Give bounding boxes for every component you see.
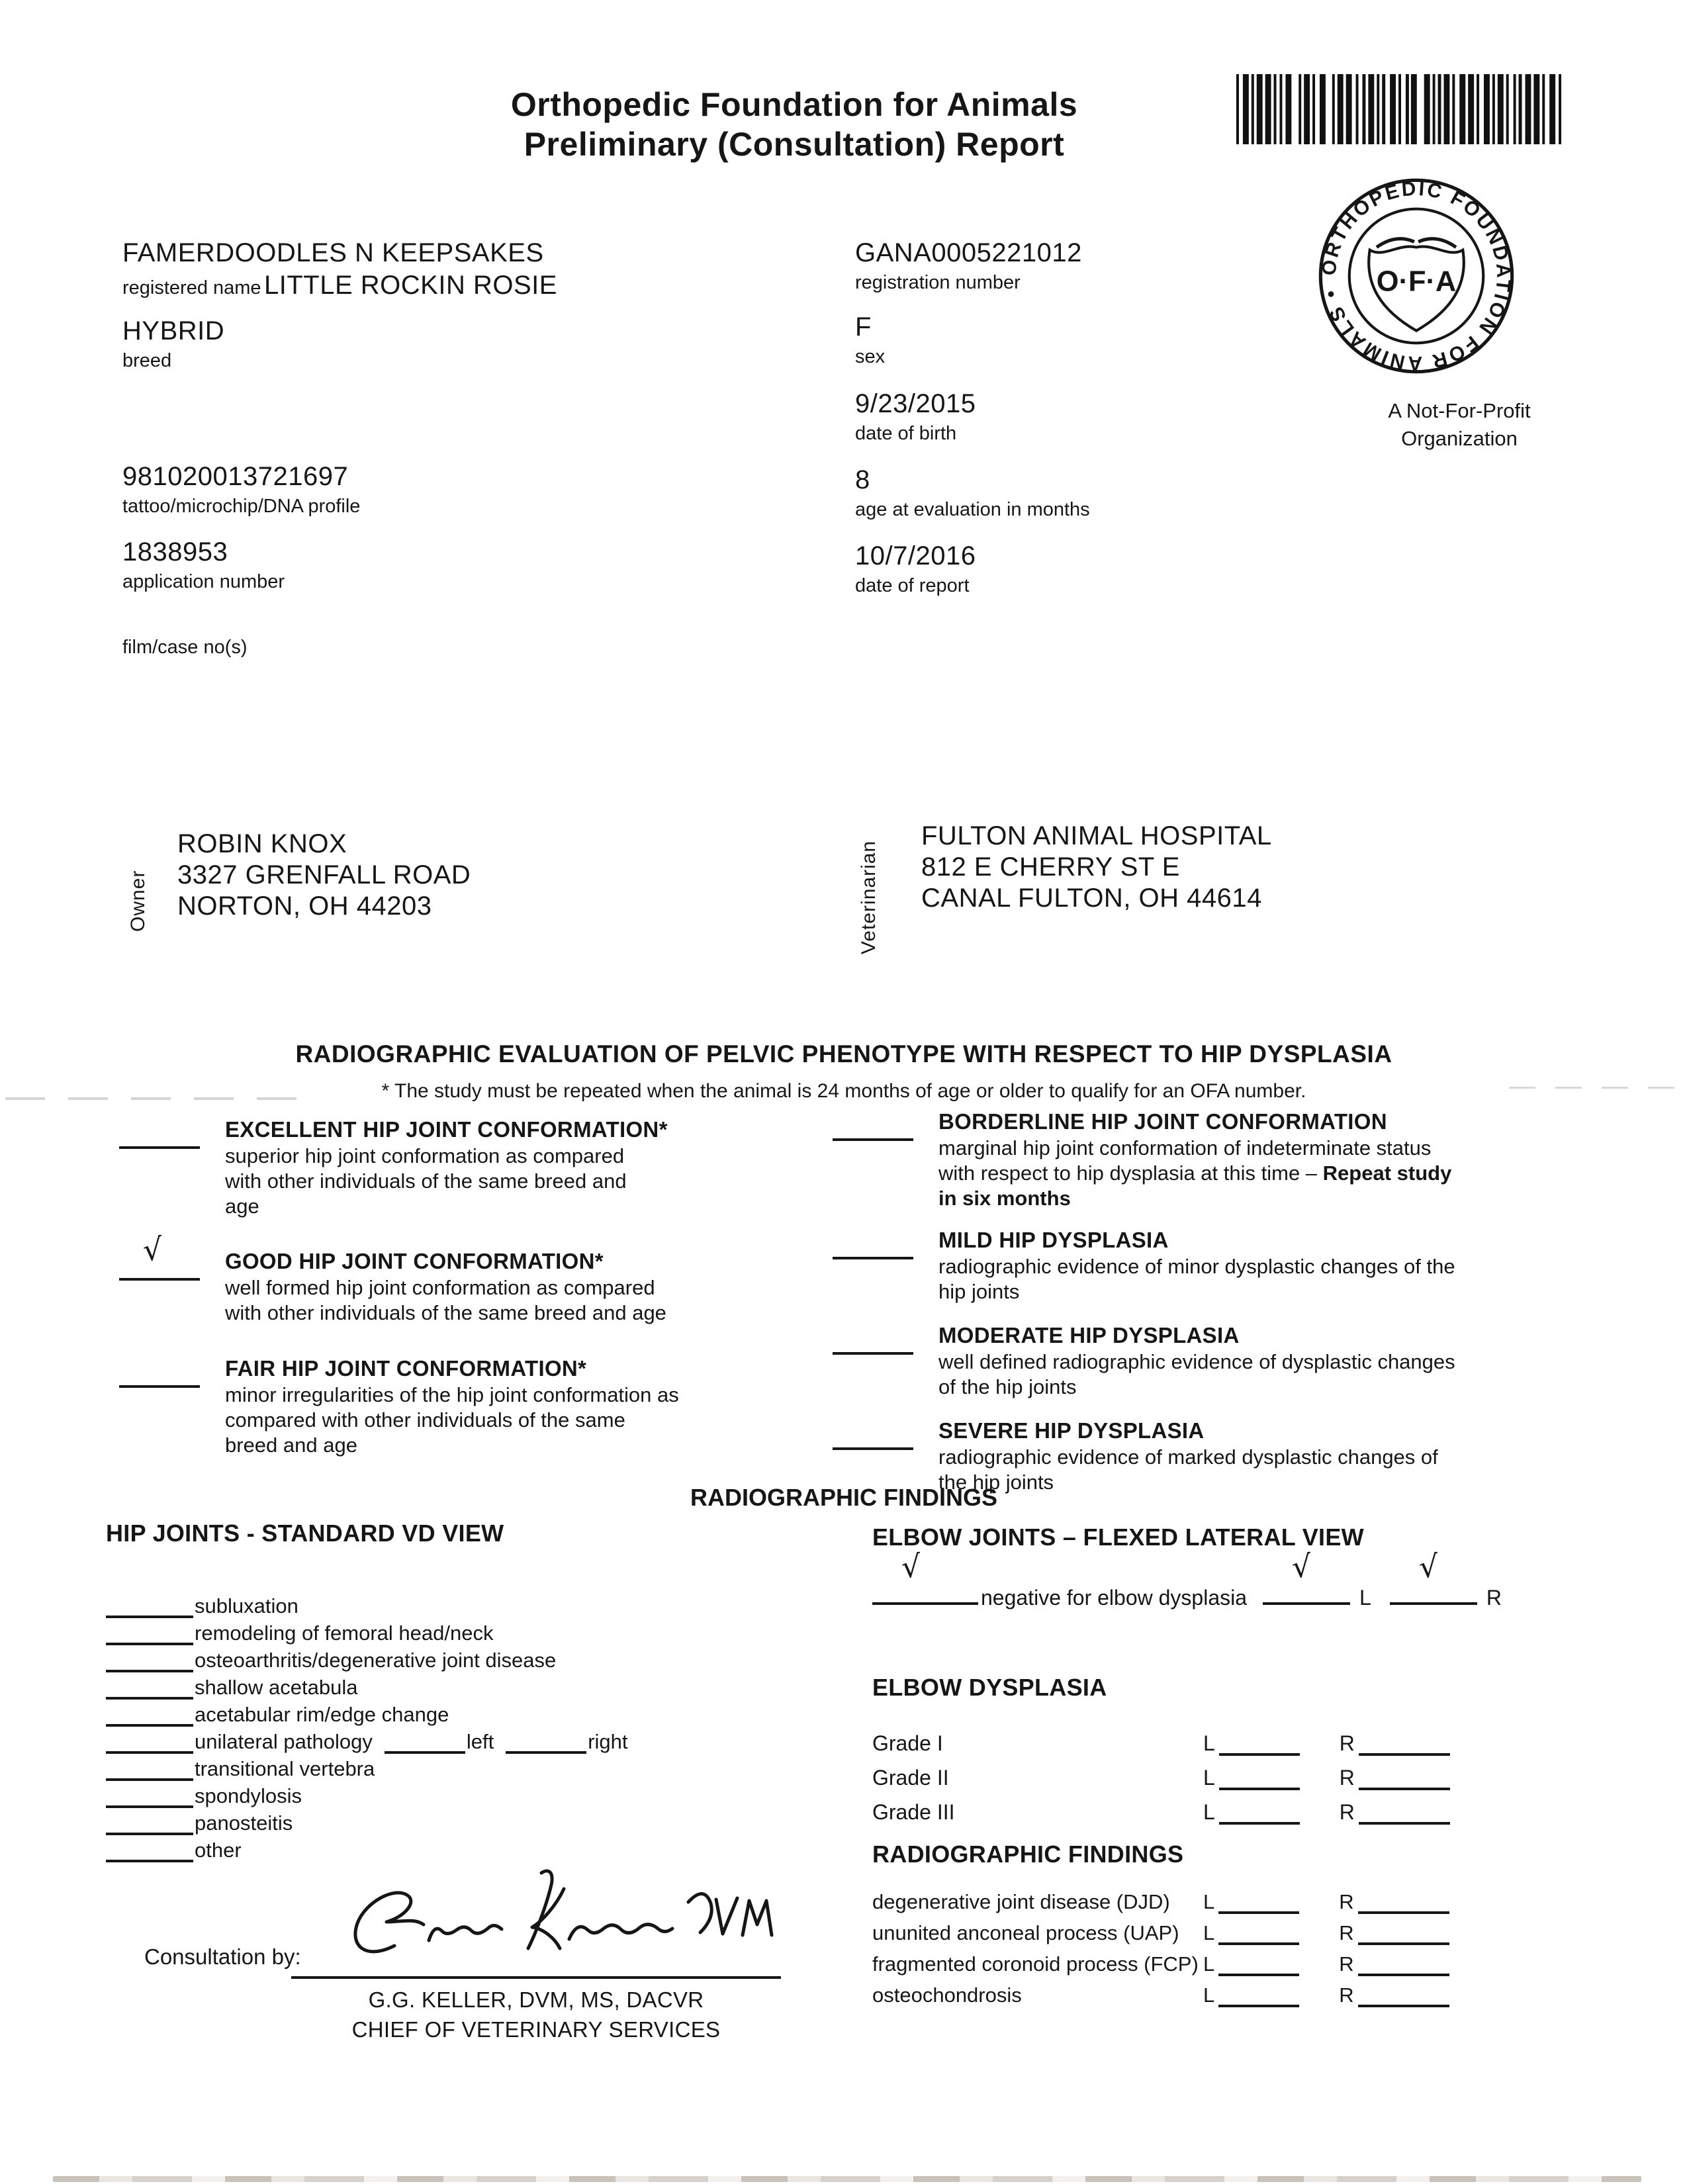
owner-street: 3327 GRENFALL ROAD xyxy=(177,860,471,890)
option-mild-desc: radiographic evidence of minor dysplastic changes of the hip joints xyxy=(938,1255,1455,1304)
elbow-dysplasia-heading: ELBOW DYSPLASIA xyxy=(872,1674,1107,1701)
consultant-name: G.G. KELLER, DVM, MS, DACVR xyxy=(368,1987,704,2012)
owner-city: NORTON, OH 44203 xyxy=(177,891,432,921)
consultant-identity xyxy=(291,1985,781,2044)
hip-item-panosteitis: panosteitis xyxy=(106,1808,821,1835)
evaluation-note: * The study must be repeated when the animal is 24 months of age or older to qualify for an OFA number. xyxy=(381,1080,1306,1102)
evaluation-heading: RADIOGRAPHIC EVALUATION OF PELVIC PHENOTYPE WITH RESPECT TO HIP DYSPLASIA xyxy=(295,1040,1392,1068)
option-fair-title: FAIR HIP JOINT CONFORMATION* xyxy=(225,1356,587,1381)
findings-heading: RADIOGRAPHIC FINDINGS xyxy=(690,1484,997,1511)
consultant-title: CHIEF OF VETERINARY SERVICES xyxy=(351,2017,721,2042)
scan-artifact-line xyxy=(5,1097,316,1100)
elbow-grade-3-row: Grade III L R xyxy=(872,1790,1614,1825)
option-borderline xyxy=(833,1109,1554,1210)
application-number-label: application number xyxy=(122,571,285,592)
option-moderate-desc: well defined radiographic evidence of dysplastic changes of the hip joints xyxy=(938,1350,1455,1398)
age-label: age at evaluation in months xyxy=(855,499,1090,520)
option-fair xyxy=(119,1356,788,1457)
hip-item-spondylosis: spondylosis xyxy=(106,1781,821,1808)
option-mild xyxy=(833,1228,1554,1304)
elbow-grade-2-row: Grade II L R xyxy=(872,1756,1614,1790)
hip-item-transitional-vertebra: transitional vertebra xyxy=(106,1754,821,1781)
registered-name-value: LITTLE ROCKIN ROSIE xyxy=(264,271,557,300)
hip-item-acetabular-rim: acetabular rim/edge change xyxy=(106,1700,821,1727)
registered-name-label: registered name xyxy=(122,277,261,298)
option-excellent-desc: superior hip joint conformation as compared with other individuals of the same breed and age xyxy=(225,1144,627,1218)
registration-number-value: GANA0005221012 xyxy=(855,238,1082,267)
option-excellent xyxy=(119,1117,788,1218)
field-film-case xyxy=(122,637,248,659)
option-mild-title: MILD HIP DYSPLASIA xyxy=(938,1228,1169,1253)
hip-findings-column xyxy=(106,1520,821,1862)
field-registered-name xyxy=(122,238,557,300)
elbow-right-letter: R xyxy=(1486,1586,1502,1610)
scan-artifact-line xyxy=(1509,1087,1681,1089)
elbow-right-blank xyxy=(1390,1548,1477,1610)
elbow-finding-uap-row: ununited anconeal process (UAP) L R xyxy=(872,1914,1614,1945)
option-severe-title: SEVERE HIP DYSPLASIA xyxy=(938,1418,1205,1443)
field-microchip xyxy=(122,462,360,518)
elbow-findings-column xyxy=(872,1524,1614,2007)
microchip-value: 981020013721697 xyxy=(122,462,349,491)
nonprofit-caption: A Not-For-Profit Organization xyxy=(1388,399,1531,450)
option-good xyxy=(119,1231,788,1326)
hip-item-remodeling: remodeling of femoral head/neck xyxy=(106,1618,821,1645)
elbow-finding-osteochondrosis-row: osteochondrosis L R xyxy=(872,1976,1614,2007)
date-of-birth-label: date of birth xyxy=(855,423,957,444)
option-borderline-blank xyxy=(833,1109,938,1210)
barcode-icon xyxy=(1236,74,1565,144)
field-registration-number xyxy=(855,238,1082,294)
option-fair-blank xyxy=(119,1356,225,1457)
elbow-negative-row xyxy=(872,1548,1614,1610)
option-excellent-title: EXCELLENT HIP JOINT CONFORMATION* xyxy=(225,1117,668,1142)
elbow-findings-heading: ELBOW JOINTS – FLEXED LATERAL VIEW xyxy=(872,1524,1364,1551)
breed-value: HYBRID xyxy=(122,316,225,345)
breed-label: breed xyxy=(122,350,172,371)
elbow-negative-checkmark-icon: √ xyxy=(900,1548,923,1585)
consultation-by-label: Consultation by: xyxy=(144,1944,301,1969)
option-moderate-blank xyxy=(833,1323,938,1400)
date-of-report-label: date of report xyxy=(855,575,970,596)
hip-item-osteoarthritis: osteoarthritis/degenerative joint disease xyxy=(106,1645,821,1672)
sex-label: sex xyxy=(855,346,886,367)
option-fair-desc: minor irregularities of the hip joint conformation as compared with other individuals of the same breed and age xyxy=(225,1383,679,1457)
signature-handwriting xyxy=(331,1861,794,1983)
option-borderline-desc-bold: Repeat study in six months xyxy=(938,1161,1452,1210)
good-checkmark-icon: √ xyxy=(142,1231,164,1269)
hip-findings-heading: HIP JOINTS - STANDARD VD VIEW xyxy=(106,1520,504,1547)
elbow-radiographic-findings-heading: RADIOGRAPHIC FINDINGS xyxy=(872,1841,1184,1868)
elbow-left-letter: L xyxy=(1359,1586,1371,1610)
elbow-negative-label: negative for elbow dysplasia xyxy=(981,1586,1248,1610)
option-severe-desc: radiographic evidence of marked dysplastic changes of the hip joints xyxy=(938,1445,1438,1494)
elbow-grade-1-row: Grade I L R xyxy=(872,1721,1614,1756)
veterinarian-city: CANAL FULTON, OH 44614 xyxy=(921,884,1262,913)
veterinarian-address xyxy=(921,821,1272,915)
hip-item-subluxation: subluxation xyxy=(106,1591,821,1618)
age-value: 8 xyxy=(855,465,870,494)
field-application-number xyxy=(122,537,285,593)
microchip-label: tattoo/microchip/DNA profile xyxy=(122,496,361,517)
hip-item-unilateral-pathology: unilateral pathology left right xyxy=(106,1727,821,1754)
veterinarian-label: Veterinarian xyxy=(858,840,880,954)
field-breed xyxy=(122,316,224,372)
option-good-blank xyxy=(119,1231,225,1326)
seal-ring-text: ORTHOPEDIC FOUNDATION FOR ANIMALS • xyxy=(1318,177,1515,375)
hip-conformation-options-left xyxy=(119,1117,788,1488)
date-of-report-value: 10/7/2016 xyxy=(855,541,976,570)
owner-name: ROBIN KNOX xyxy=(177,829,347,858)
option-moderate xyxy=(833,1323,1554,1400)
option-excellent-blank xyxy=(119,1117,225,1218)
owner-address xyxy=(177,829,471,923)
hip-conformation-options-right xyxy=(833,1109,1554,1494)
hip-item-other: other xyxy=(106,1835,821,1862)
option-good-desc: well formed hip joint conformation as compared with other individuals of the same breed and age xyxy=(225,1276,666,1325)
owner-label: Owner xyxy=(127,870,149,932)
sex-value: F xyxy=(855,312,872,341)
option-borderline-desc: marginal hip joint conformation of indeterminate status with respect to hip dysplasia at this time – Repeat study in six months xyxy=(938,1136,1452,1210)
field-date-of-report xyxy=(855,541,976,597)
scan-artifact-bottom xyxy=(53,2176,1641,2182)
unilateral-left-label: left xyxy=(466,1730,494,1753)
elbow-right-checkmark-icon: √ xyxy=(1417,1548,1439,1585)
option-moderate-title: MODERATE HIP DYSPLASIA xyxy=(938,1323,1240,1348)
elbow-left-checkmark-icon: √ xyxy=(1291,1548,1313,1585)
film-case-label: film/case no(s) xyxy=(122,637,248,658)
veterinarian-name: FULTON ANIMAL HOSPITAL xyxy=(921,821,1272,850)
report-title-line2: Preliminary (Consultation) Report xyxy=(524,126,1065,163)
elbow-finding-fcp-row: fragmented coronoid process (FCP) L R xyxy=(872,1945,1614,1976)
hip-item-shallow-acetabula: shallow acetabula xyxy=(106,1672,821,1700)
elbow-left-blank xyxy=(1263,1548,1350,1610)
application-number-value: 1838953 xyxy=(122,537,228,567)
option-good-title: GOOD HIP JOINT CONFORMATION* xyxy=(225,1249,604,1274)
veterinarian-street: 812 E CHERRY ST E xyxy=(921,852,1180,882)
registration-number-label: registration number xyxy=(855,272,1021,293)
option-severe-blank xyxy=(833,1418,938,1495)
report-title-line1: Orthopedic Foundation for Animals xyxy=(510,86,1078,123)
unilateral-right-label: right xyxy=(588,1730,628,1753)
field-sex xyxy=(855,312,885,368)
option-borderline-title: BORDERLINE HIP JOINT CONFORMATION xyxy=(938,1109,1387,1134)
field-date-of-birth xyxy=(855,389,976,445)
option-mild-blank xyxy=(833,1228,938,1304)
elbow-negative-blank xyxy=(872,1548,978,1610)
option-severe xyxy=(833,1418,1554,1495)
ofa-seal-icon xyxy=(1314,173,1519,379)
seal-shield-text: O·F·A xyxy=(1376,265,1457,298)
date-of-birth-value: 9/23/2015 xyxy=(855,389,976,418)
elbow-finding-djd-row: degenerative joint disease (DJD) L R xyxy=(872,1883,1614,1914)
kennel-name-value: FAMERDOODLES N KEEPSAKES xyxy=(122,238,544,267)
field-age xyxy=(855,465,1090,521)
